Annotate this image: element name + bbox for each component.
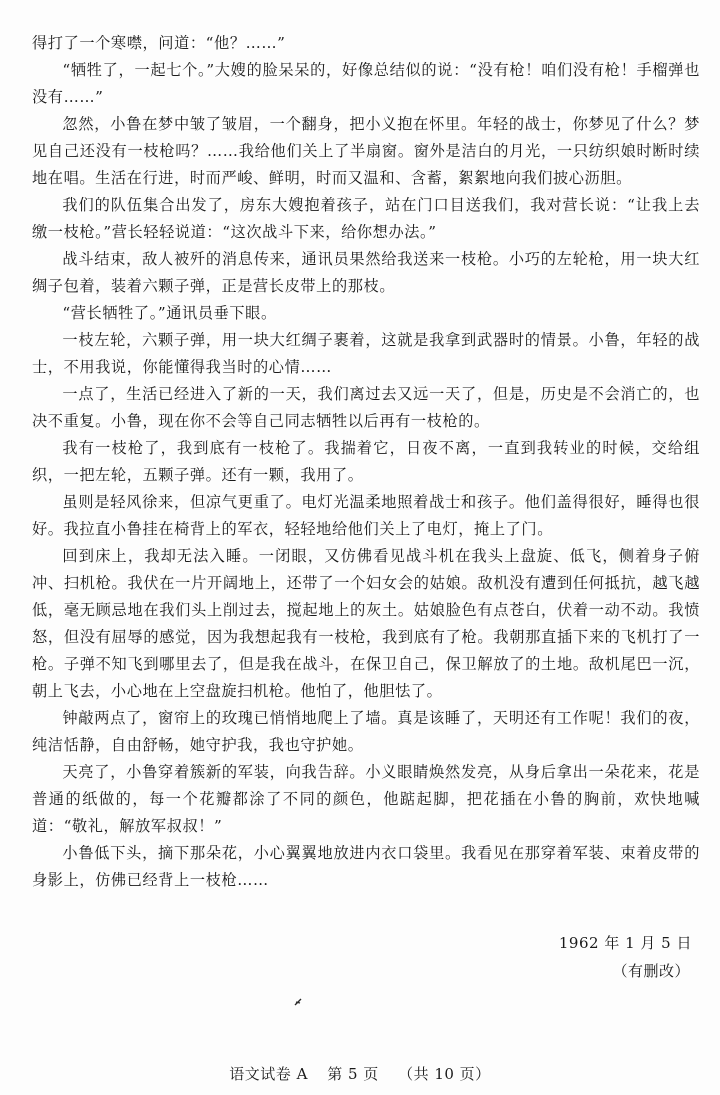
ink-speck-mark [293, 997, 303, 1007]
paragraph-1: 得打了一个寒噤，问道：“他？……” [32, 34, 286, 52]
paragraph-11: 回到床上，我却无法入睡。一闭眼，又仿佛看见战斗机在我头上盘旋、低飞，侧着身子俯冲、扫机枪。我伏在一片开阔地上，还带了一个妇女会的姑娘。敌机没有遭到任何抵抗，越飞越低，毫无顾忌地在我们头上削过去，搅起地上的灰土。姑娘脸色有点苍白，伏着一动不动。我愤怒，但没有屈辱的感觉，因为我想起我有一枝枪，我到底有了枪。我朝那直插下来的飞机打了一枪。子弹不知飞到哪里去了，但是我在战斗，在保卫自己，保卫解放了的土地。敌机尾巴一沉，朝上飞去，小心地在上空盘旋扫机枪。他怕了，他胆怯了。 [32, 547, 700, 700]
paragraph-9: 我有一枝枪了，我到底有一枝枪了。我揣着它，日夜不离，一直到我转业的时候，交给组织，一把左轮，五颗子弹。还有一颗，我用了。 [32, 439, 700, 484]
footer-subject: 语文试卷 A [229, 1065, 308, 1083]
paragraph-14: 小鲁低下头，摘下那朵花，小心翼翼地放进内衣口袋里。我看见在那穿着军装、束着皮带的身影上，仿佛已经背上一枝枪…… [32, 844, 700, 889]
paragraph-13: 天亮了，小鲁穿着簇新的军装，向我告辞。小义眼睛焕然发亮，从身后拿出一朵花来，花是普通的纸做的，每一个花瓣都涂了不同的颜色，他踮起脚，把花插在小鲁的胸前，欢快地喊道：“敬礼，解放军叔叔！” [32, 763, 700, 835]
paragraph-3: 忽然，小鲁在梦中皱了皱眉，一个翻身，把小义抱在怀里。年轻的战士，你梦见了什么？梦见自己还没有一枝枪吗？……我给他们关上了半扇窗。窗外是洁白的月光，一只纺织娘时断时续地在唱。生活在行进，时而严峻、鲜明，时而又温和、含蓄，絮絮地向我们披心沥胆。 [32, 115, 700, 187]
paragraph-7: 一枝左轮，六颗子弹，用一块大红绸子裹着，这就是我拿到武器时的情景。小鲁，年轻的战士，不用我说，你能懂得我当时的心情…… [32, 331, 700, 376]
footer-total-pages: （共 10 页） [398, 1065, 491, 1083]
paragraph-8: 一点了，生活已经进入了新的一天，我们离过去又远一天了，但是，历史是不会消亡的，也决不重复。小鲁，现在你不会等自己同志牺牲以后再有一枝枪的。 [32, 385, 700, 430]
paragraph-12: 钟敲两点了，窗帘上的玫瑰已悄悄地爬上了墙。真是该睡了，天明还有工作呢！我们的夜，纯洁恬静，自由舒畅，她守护我，我也守护她。 [32, 709, 700, 754]
footer-page-number: 第 5 页 [327, 1065, 379, 1083]
paragraph-4: 我们的队伍集合出发了，房东大嫂抱着孩子，站在门口目送我们，我对营长说：“让我上去缴一枝枪。”营长轻轻说道：“这次战斗下来，给你想办法。” [32, 196, 700, 241]
paragraph-6: “营长牺牲了。”通讯员垂下眼。 [62, 304, 277, 322]
paragraph-2: “牺牲了，一起七个。”大嫂的脸呆呆的，好像总结似的说：“没有枪！咱们没有枪！手榴弹也没有……” [32, 61, 700, 106]
paragraph-10: 虽则是轻风徐来，但凉气更重了。电灯光温柔地照着战士和孩子。他们盖得很好，睡得也很好。我拉直小鲁挂在椅背上的军衣，轻轻地给他们关上了电灯，掩上了门。 [32, 493, 700, 538]
edit-note: （有删改） [612, 962, 690, 980]
article-date: 1962 年 1 月 5 日 [558, 934, 692, 952]
article-body [32, 30, 700, 894]
paragraph-5: 战斗结束，敌人被歼的消息传来，通讯员果然给我送来一枝枪。小巧的左轮枪，用一块大红绸子包着，装着六颗子弹，正是营长皮带上的那枝。 [32, 250, 700, 295]
page-footer [0, 1063, 720, 1085]
